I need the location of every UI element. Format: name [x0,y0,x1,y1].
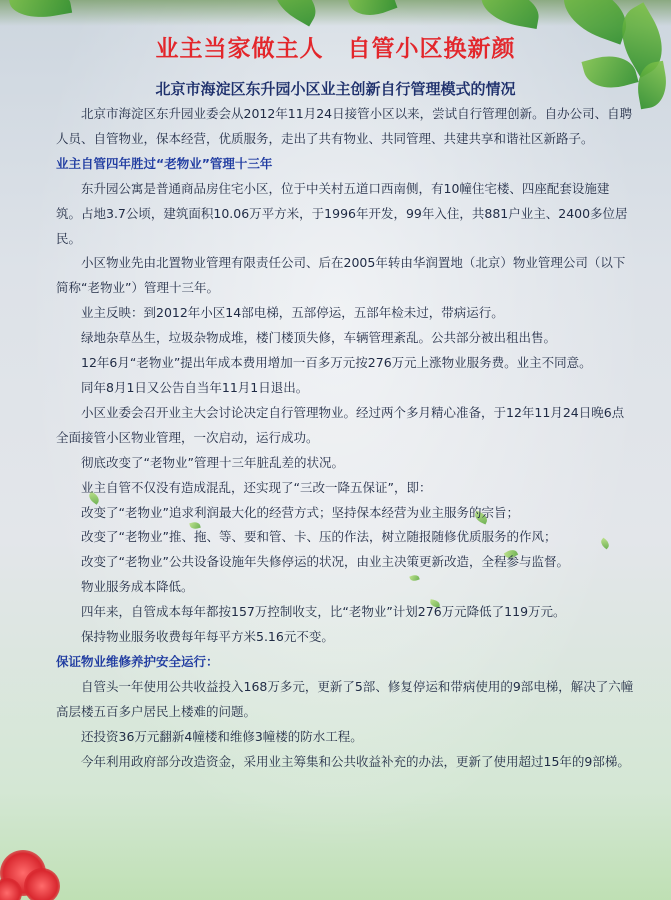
paragraph: 绿地杂草丛生，垃圾杂物成堆，楼门楼顶失修，车辆管理紊乱。公共部分被出租出售。 [81,330,557,346]
paragraph: 改变了“老物业”推、拖、等、要和管、卡、压的作法，树立随报随修优质服务的作风； [81,529,557,545]
paragraph: 物业服务成本降低。 [81,579,194,595]
paragraph: 还投资36万元翻新4幢楼和维修3幢楼的防水工程。 [81,728,363,744]
paragraph: 小区业委会召开业主大会讨论决定自行管理物业。经过两个多月精心准备，于12年11月24日晚6点全面接管小区物业管理，一次启动，运行成功。 [56,404,625,445]
paragraph: 同年8月1日又公告自当年11月1日退出。 [81,379,309,395]
paragraph: 自管头一年使用公共收益投入168万多元，更新了5部、修复停运和带病使用的9部电梯，解决了六幢高层楼五百多户居民上楼难的问题。 [56,678,634,719]
poster-subtitle: 北京市海淀区东升园小区业主创新自行管理模式的情况 [155,80,516,98]
section-heading: 保证物业维修养护安全运行： [56,653,219,669]
poster-headline: 业主当家做主人 自管小区换新颜 [155,36,516,62]
paragraph: 东升园公寓是普通商品房住宅小区，位于中关村五道口西南侧，有10幢住宅楼、四座配套设施建筑。占地3.7公顷，建筑面积10.06万平方米，于1996年开发，99年入住，共881户业主、2400多位居民。 [56,180,628,246]
paragraph: 今年利用政府部分改造资金，采用业主筹集和公共收益补充的办法，更新了使用超过15年的9部梯。 [81,753,630,769]
paragraph: 改变了“老物业”追求利润最大化的经营方式；坚持保本经营为业主服务的宗旨； [81,504,519,520]
paragraph: 小区物业先由北置物业管理有限责任公司、后在2005年转由华润置地（北京）物业管理公司（以下简称“老物业”）管理十三年。 [56,255,626,296]
paragraph: 业主反映：到2012年小区14部电梯，五部停运，五部年检未过，带病运行。 [81,305,504,321]
article-body [56,102,634,774]
flower-decoration [24,868,60,900]
paragraph: 北京市海淀区东升园业委会从2012年11月24日接管小区以来，尝试自行管理创新。自办公司、自聘人员、自管物业，保本经营，优质服务，走出了共有物业、共同管理、共建共享和谐社区新路子。 [56,106,633,146]
paragraph: 业主自管不仅没有造成混乱，还实现了“三改一降五保证”，即： [81,479,432,495]
paragraph: 改变了“老物业”公共设备设施年失修停运的状况，由业主决策更新改造，全程参与监督。 [81,554,569,570]
paragraph: 彻底改变了“老物业”管理十三年脏乱差的状况。 [81,454,344,470]
paragraph: 12年6月“老物业”提出年成本费用增加一百多万元按276万元上涨物业服务费。业主不同意。 [81,355,592,371]
section-heading: 业主自管四年胜过“老物业”管理十三年 [56,155,273,171]
paragraph: 四年来，自管成本每年都按157万控制收支，比“老物业”计划276万元降低了119万元。 [81,604,566,620]
paragraph: 保持物业服务收费每年每平方米5.16元不变。 [81,629,334,645]
